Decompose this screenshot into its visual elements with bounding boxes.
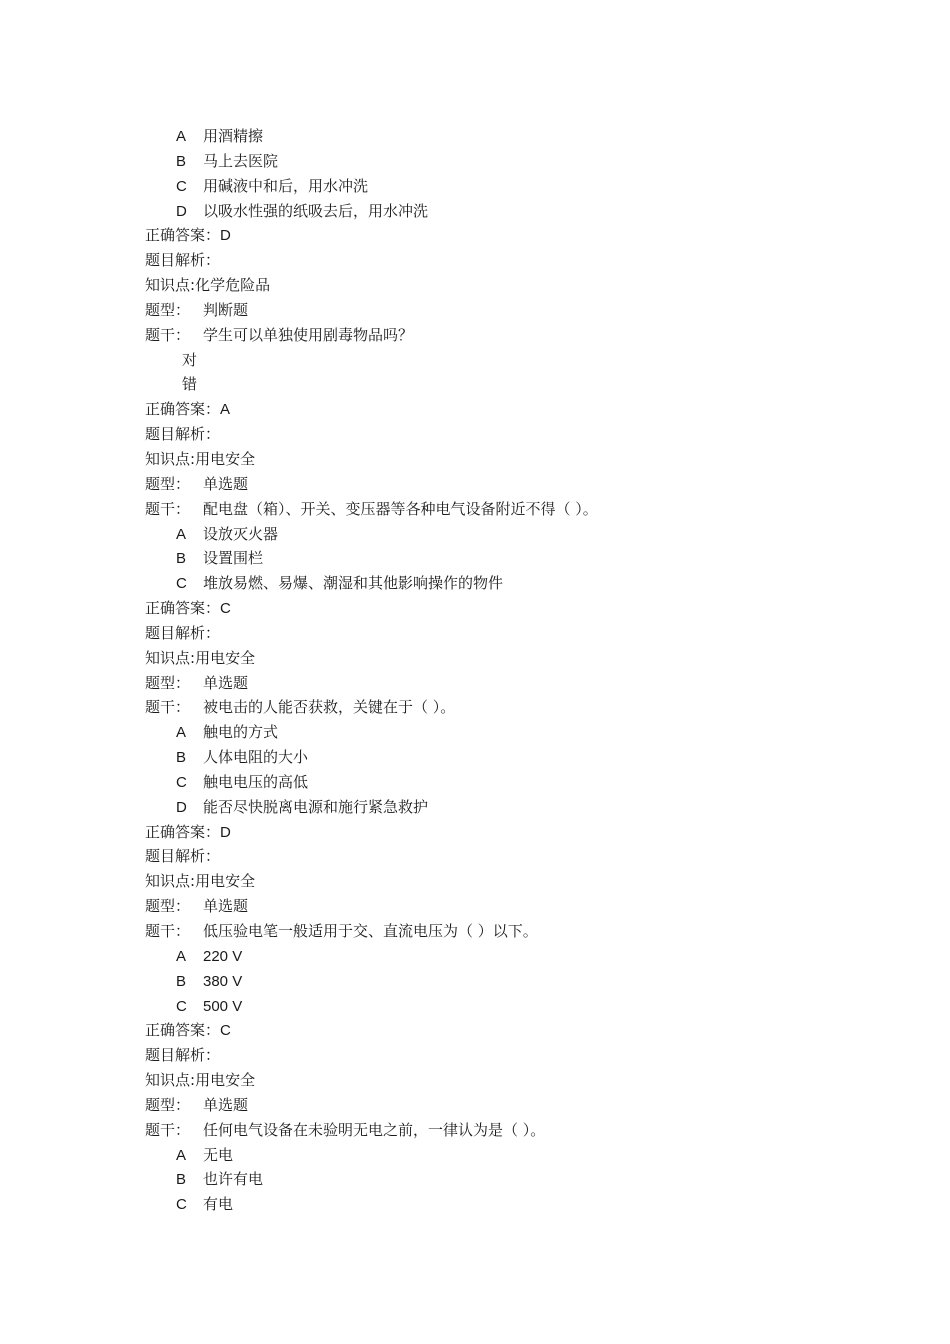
choice-text: 对 [182,350,198,369]
answer-label: 正确答案： [145,1021,221,1040]
type-label: 题型： [145,474,191,493]
answer-label: 正确答案： [145,599,221,618]
exam-document [0,124,950,1217]
stem-text: 被电击的人能否获救，关键在于（ ）。 [203,698,456,717]
option-text: 触电电压的高低 [203,772,309,791]
knowledge-line [0,1068,950,1093]
knowledge-value: 化学危险品 [195,276,271,295]
knowledge-label: 知识点: [145,648,196,667]
answer-line [0,820,950,845]
answer-value: C [220,600,231,618]
stem-line [0,1118,950,1143]
answer-line [0,397,950,422]
knowledge-value: 用电安全 [195,449,256,468]
knowledge-value: 用电安全 [195,1071,256,1090]
choice-line [0,372,950,397]
option-text: 220 V [203,947,243,965]
knowledge-value: 用电安全 [195,872,256,891]
type-value: 判断题 [203,300,249,319]
option-text: 380 V [203,972,243,990]
option-line [0,174,950,199]
option-text: 用碱液中和后，用水冲洗 [203,176,369,195]
option-letter: B [176,972,187,990]
type-value: 单选题 [203,897,249,916]
option-text: 500 V [203,997,243,1015]
option-letter: A [176,947,187,965]
option-text: 有电 [203,1195,234,1214]
option-letter: B [176,550,187,568]
answer-label: 正确答案： [145,226,221,245]
option-line [0,546,950,571]
type-label: 题型： [145,1095,191,1114]
option-letter: B [176,749,187,767]
type-line [0,472,950,497]
type-value: 单选题 [203,673,249,692]
option-letter: D [176,202,187,220]
stem-line [0,919,950,944]
knowledge-label: 知识点: [145,872,196,891]
type-value: 单选题 [203,474,249,493]
option-text: 用酒精擦 [203,127,264,145]
analysis-line [0,844,950,869]
option-letter: D [176,798,187,816]
option-text: 堆放易燃、易爆、潮湿和其他影响操作的物件 [203,574,504,593]
option-line [0,1143,950,1168]
option-letter: C [176,773,187,791]
type-line [0,671,950,696]
option-line [0,969,950,994]
stem-label: 题干： [145,922,191,940]
stem-text: 任何电气设备在未验明无电之前，一律认为是（ ）。 [203,1120,546,1139]
knowledge-label: 知识点: [145,449,196,468]
option-line [0,1192,950,1217]
option-letter: C [176,997,187,1015]
analysis-label: 题目解析： [145,251,221,270]
analysis-line [0,1043,950,1068]
option-text: 触电的方式 [203,723,279,742]
option-line [0,795,950,820]
stem-line [0,323,950,348]
type-label: 题型： [145,897,191,916]
option-line [0,149,950,174]
option-letter: B [176,152,187,170]
answer-label: 正确答案： [145,400,221,419]
option-letter: B [176,1171,187,1189]
stem-label: 题干： [145,698,191,717]
option-line [0,199,950,224]
option-line [0,944,950,969]
option-text: 以吸水性强的纸吸去后，用水冲洗 [203,201,429,220]
option-letter: C [176,575,187,593]
type-label: 题型： [145,300,191,319]
option-text: 设放灭火器 [203,524,279,543]
option-text: 能否尽快脱离电源和施行紧急救护 [203,797,429,816]
knowledge-line [0,869,950,894]
option-letter: A [176,525,187,543]
stem-line [0,695,950,720]
option-line [0,124,950,149]
answer-value: C [220,1022,231,1040]
stem-text: 配电盘（箱）、开关、变压器等各种电气设备附近不得（ ）。 [203,499,598,518]
stem-label: 题干： [145,325,191,344]
answer-line [0,223,950,248]
stem-label: 题干： [145,1120,191,1139]
type-value: 单选题 [203,1095,249,1114]
option-line [0,720,950,745]
option-letter: A [176,1146,187,1164]
type-label: 题型： [145,673,191,692]
choice-line [0,348,950,373]
stem-line [0,497,950,522]
stem-text: 低压验电笔一般适用于交、直流电压为（ ）以下。 [203,922,538,940]
option-text: 人体电阻的大小 [203,748,309,767]
analysis-label: 题目解析： [145,425,221,444]
stem-text: 学生可以单独使用剧毒物品吗？ [203,325,414,344]
option-text: 设置围栏 [203,549,264,568]
option-letter: A [176,724,187,742]
option-text: 无电 [203,1145,234,1164]
knowledge-line [0,447,950,472]
answer-value: D [220,227,231,245]
option-line [0,745,950,770]
analysis-label: 题目解析： [145,623,221,642]
analysis-label: 题目解析： [145,1046,221,1065]
option-letter: C [176,177,187,195]
option-line [0,994,950,1019]
type-line [0,894,950,919]
answer-value: A [220,401,231,419]
knowledge-label: 知识点: [145,1071,196,1090]
option-letter: C [176,1196,187,1214]
analysis-label: 题目解析： [145,847,221,866]
answer-line [0,596,950,621]
knowledge-line [0,646,950,671]
option-letter: A [176,128,187,145]
stem-label: 题干： [145,499,191,518]
analysis-line [0,621,950,646]
analysis-line [0,422,950,447]
choice-text: 错 [182,375,198,394]
knowledge-label: 知识点: [145,276,196,295]
answer-line [0,1018,950,1043]
option-text: 马上去医院 [203,151,279,170]
type-line [0,298,950,323]
answer-label: 正确答案： [145,822,221,841]
option-line [0,522,950,547]
option-line [0,770,950,795]
answer-value: D [220,823,231,841]
knowledge-value: 用电安全 [195,648,256,667]
type-line [0,1093,950,1118]
knowledge-line [0,273,950,298]
option-text: 也许有电 [203,1170,264,1189]
option-line [0,571,950,596]
option-line [0,1167,950,1192]
analysis-line [0,248,950,273]
